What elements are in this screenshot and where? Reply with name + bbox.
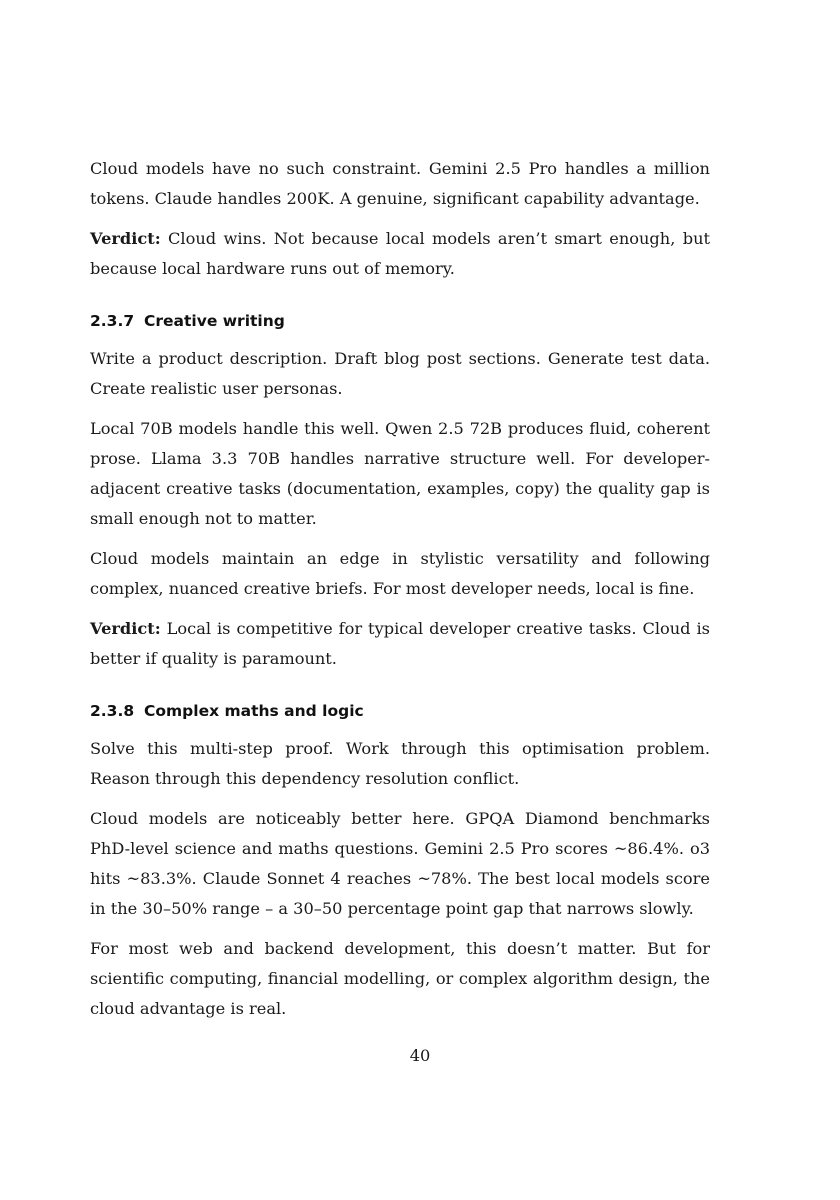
- paragraph-creative-intro: Write a product description. Draft blog post sections. Generate test data. Create realistic user personas.: [90, 349, 710, 398]
- paragraph-maths-conclusion: For most web and backend development, this doesn’t matter. But for scientific computing, financial modelling, or complex algorithm design, the cloud advantage is real.: [90, 939, 710, 1018]
- paragraph-creative-local: Local 70B models handle this well. Qwen 2.5 72B produces fluid, coherent prose. Llama 3.3 70B handles narrative structure well. For developer-adjacent creative tasks (documentation, examples, copy) the quality gap is small enough not to matter.: [90, 419, 710, 528]
- page-number: 40: [409, 1046, 431, 1065]
- section-heading-creative-writing: [90, 308, 710, 334]
- section-title: Complex maths and logic: [144, 702, 364, 720]
- section-number: 2.3.8: [90, 702, 135, 720]
- section-number: 2.3.7: [90, 312, 135, 330]
- page-body: [90, 154, 710, 1034]
- verdict-text: Cloud wins. Not because local models aren’t smart enough, but because local hardware runs out of memory.: [90, 229, 710, 278]
- paragraph-maths-benchmarks: Cloud models are noticeably better here. GPQA Diamond benchmarks PhD-level science and maths questions. Gemini 2.5 Pro scores ~86.4%. o3 hits ~83.3%. Claude Sonnet 4 reaches ~78%. The best local models score in the 30–50% range – a 30–50 percentage point gap that narrows slowly.: [90, 809, 710, 918]
- paragraph-context-window: Cloud models have no such constraint. Gemini 2.5 Pro handles a million tokens. Claude handles 200K. A genuine, significant capability advantage.: [90, 159, 710, 208]
- paragraph-maths-intro: Solve this multi-step proof. Work through this optimisation problem. Reason through this dependency resolution conflict.: [90, 739, 710, 788]
- verdict-label: Verdict:: [90, 229, 161, 248]
- paragraph-creative-cloud: Cloud models maintain an edge in stylistic versatility and following complex, nuanced creative briefs. For most developer needs, local is fine.: [90, 549, 710, 598]
- verdict-creative-writing: [90, 614, 710, 674]
- section-heading-maths-logic: [90, 698, 710, 724]
- verdict-text: Local is competitive for typical developer creative tasks. Cloud is better if quality is paramount.: [90, 619, 710, 668]
- section-title: Creative writing: [144, 312, 285, 330]
- verdict-label: Verdict:: [90, 619, 161, 638]
- verdict-context-window: [90, 224, 710, 284]
